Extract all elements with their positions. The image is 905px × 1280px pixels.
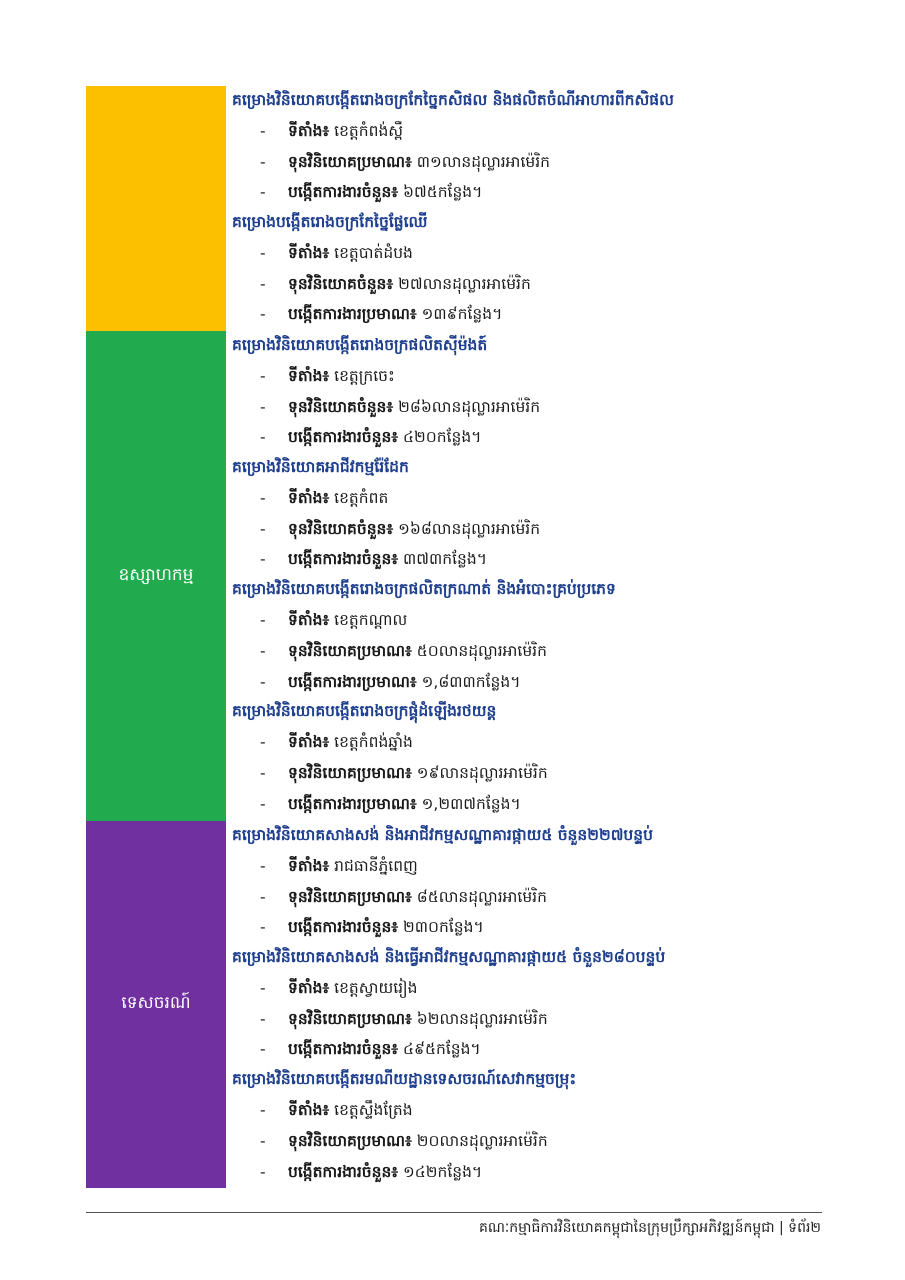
detail-investment: [232, 514, 812, 545]
detail-key: ទីតាំង៖: [288, 489, 330, 508]
detail-location: [232, 116, 812, 147]
detail-key: បង្កើតការងារចំនួន៖: [288, 183, 399, 202]
detail-value: ខេត្តកំពង់ឆ្នាំង: [329, 733, 413, 752]
detail-key: បង្កើតការងារចំនួន៖: [288, 550, 399, 569]
detail-key: ទីតាំង៖: [288, 857, 330, 875]
detail-location: [232, 361, 812, 392]
footer-divider: [86, 1212, 822, 1213]
bullet-dash: -: [260, 672, 266, 691]
detail-value: ខេត្តស្ទឹងត្រែង: [329, 1101, 413, 1120]
section-label-cell-tourism: [86, 821, 226, 1188]
project-title: គម្រោងវិនិយោគបង្កើតរោងចក្រកែច្នៃកសិផល និងផលិតចំណីអាហារពីកសិផល: [232, 91, 674, 109]
detail-value: ៣១លានដុល្លារអាម៉េរិក: [411, 152, 550, 171]
bullet-dash: -: [260, 489, 266, 508]
detail-key: ទីតាំង៖: [288, 733, 330, 752]
detail-value: ៤៩៥កន្លែង។: [398, 1040, 481, 1059]
detail-key: ទីតាំង៖: [288, 979, 330, 998]
bullet-dash: -: [260, 733, 266, 752]
detail-key: ទុនវិនិយោគចំនួន៖: [288, 519, 394, 538]
detail-key: បង្កើតការងារចំនួន៖: [288, 1040, 399, 1059]
project-title: គម្រោងវិនិយោគសាងសង់ និងធ្វើអាជីវកម្មសណ្ឋាគារផ្កាយ៥ ចំនួន២៨០បន្ទប់: [232, 948, 666, 967]
project-title: គម្រោងវិនិយោគបង្កើតរោងចក្រផលិតក្រណាត់ និងអំបោះគ្រប់ប្រភេទ: [232, 580, 616, 599]
bullet-dash: -: [260, 763, 266, 782]
detail-key: ទុនវិនិយោគចំនួន៖: [288, 397, 394, 416]
detail-key: ទីតាំង៖: [288, 611, 330, 630]
section-label-cell-industry: [86, 331, 226, 821]
detail-location: [232, 483, 812, 514]
detail-location: [232, 727, 812, 758]
detail-jobs: [232, 177, 812, 208]
detail-key: ទុនវិនិយោគប្រមាណ៖: [288, 1131, 412, 1150]
detail-value: ១៣៩កន្លែង។: [416, 305, 503, 324]
detail-value: ខេត្តកណ្ដាល: [329, 611, 408, 630]
detail-key: ទីតាំង៖: [288, 122, 330, 140]
bullet-dash: -: [260, 183, 266, 202]
project-list: [232, 821, 812, 1187]
detail-value: ខេត្តកំពង់ស្ពឺ: [329, 122, 404, 140]
detail-key: ទុនវិនិយោគប្រមាណ៖: [288, 641, 412, 660]
detail-location: [232, 851, 812, 882]
detail-value: ខេត្តបាត់ដំបង: [329, 244, 413, 263]
detail-key: បង្កើតការងារចំនួន៖: [288, 918, 399, 937]
section-label: ឧស្សាហកម្ម: [118, 564, 194, 585]
project-title: គម្រោងបង្កើតរោងចក្រកែច្នៃផ្លែឈើ: [232, 213, 428, 232]
detail-key: ទីតាំង៖: [288, 1101, 330, 1120]
section-industry: [86, 331, 806, 821]
bullet-dash: -: [260, 918, 266, 937]
detail-jobs: [232, 789, 812, 820]
bullet-dash: -: [260, 550, 266, 569]
detail-key: ទុនវិនិយោគចំនួន៖: [288, 274, 394, 293]
detail-value: ៨៥លានដុល្លារអាម៉េរិក: [411, 887, 547, 906]
detail-value: ៣៧៣កន្លែង។: [398, 550, 487, 569]
bullet-dash: -: [260, 979, 266, 998]
detail-value: ១៦៨លានដុល្លារអាម៉េរិក: [393, 519, 541, 538]
section-label: ទេសចរណ៍: [121, 993, 191, 1013]
detail-location: [232, 1095, 812, 1126]
detail-value: ២៧លានដុល្លារអាម៉េរិក: [393, 274, 531, 293]
bullet-dash: -: [260, 122, 266, 140]
detail-location: [232, 973, 812, 1004]
detail-investment: [232, 269, 812, 300]
project-list: [232, 331, 812, 819]
detail-key: ទុនវិនិយោគប្រមាណ៖: [288, 763, 412, 782]
detail-key: ទីតាំង៖: [288, 367, 330, 385]
section-agro: [86, 86, 806, 331]
detail-value: ៤២០កន្លែង។: [398, 428, 482, 447]
bullet-dash: -: [260, 611, 266, 630]
detail-jobs: [232, 912, 812, 943]
detail-key: បង្កើតការងារប្រមាណ៖: [288, 305, 417, 324]
bullet-dash: -: [260, 1101, 266, 1120]
detail-key: បង្កើតការងារចំនួន៖: [288, 428, 399, 447]
detail-value: ២៨៦លានដុល្លារអាម៉េរិក: [393, 397, 541, 416]
bullet-dash: -: [260, 1162, 266, 1181]
detail-investment: [232, 758, 812, 789]
bullet-dash: -: [260, 1009, 266, 1028]
detail-value: ១,២៣៧កន្លែង។: [416, 794, 521, 813]
detail-value: ៦២លានដុល្លារអាម៉េរិក: [411, 1009, 548, 1028]
detail-jobs: [232, 1157, 812, 1188]
detail-investment: [232, 1004, 812, 1035]
detail-value: ខេត្តក្រចេះ: [329, 367, 395, 385]
project-title: គម្រោងវិនិយោគអាជីវកម្មរ៉ែដែក: [232, 458, 409, 477]
detail-location: [232, 238, 812, 269]
detail-value: ១៤២កន្លែង។: [398, 1162, 483, 1181]
bullet-dash: -: [260, 857, 266, 875]
detail-investment: [232, 392, 812, 423]
detail-value: ១៩លានដុល្លារអាម៉េរិក: [411, 763, 548, 782]
bullet-dash: -: [260, 641, 266, 660]
bullet-dash: -: [260, 367, 266, 385]
bullet-dash: -: [260, 397, 266, 416]
detail-key: បង្កើតការងារប្រមាណ៖: [288, 794, 417, 813]
detail-value: ខេត្តស្វាយរៀង: [329, 979, 418, 998]
detail-investment: [232, 636, 812, 667]
detail-jobs: [232, 544, 812, 575]
detail-value: ៦៧៥កន្លែង។: [398, 183, 483, 202]
detail-value: ៥០លានដុល្លារអាម៉េរិក: [411, 641, 547, 660]
detail-investment: [232, 1126, 812, 1157]
detail-jobs: [232, 1034, 812, 1065]
detail-investment: [232, 147, 812, 178]
bullet-dash: -: [260, 305, 266, 324]
detail-value: ១,៨៣៣កន្លែង។: [416, 672, 521, 691]
bullet-dash: -: [260, 887, 266, 906]
project-title: គម្រោងវិនិយោគសាងសង់ និងអាជីវកម្មសណ្ឋាគារផ្កាយ៥ ចំនួន២២៧បន្ទប់: [232, 826, 653, 844]
project-list: [232, 86, 812, 330]
bullet-dash: -: [260, 1040, 266, 1059]
detail-jobs: [232, 667, 812, 698]
detail-key: បង្កើតការងារចំនួន៖: [288, 1162, 399, 1181]
detail-investment: [232, 882, 812, 913]
detail-location: [232, 605, 812, 636]
detail-jobs: [232, 422, 812, 453]
detail-jobs: [232, 299, 812, 330]
detail-value: ២០លានដុល្លារអាម៉េរិក: [411, 1131, 548, 1150]
section-tourism: [86, 821, 806, 1188]
bullet-dash: -: [260, 1131, 266, 1150]
detail-key: ទីតាំង៖: [288, 244, 330, 263]
bullet-dash: -: [260, 519, 266, 538]
detail-key: ទុនវិនិយោគប្រមាណ៖: [288, 887, 412, 906]
bullet-dash: -: [260, 794, 266, 813]
detail-key: ទុនវិនិយោគប្រមាណ៖: [288, 152, 412, 171]
project-title: គម្រោងវិនិយោគបង្កើតរមណីយដ្ឋានទេសចរណ៍សេវាកម្មចម្រុះ: [232, 1070, 577, 1089]
bullet-dash: -: [260, 244, 266, 263]
detail-value: ២៣០កន្លែង។: [398, 918, 484, 937]
project-title: គម្រោងវិនិយោគបង្កើតរោងចក្រផ្គុំដំឡើងរថយន្ត: [232, 702, 497, 721]
detail-value: ខេត្តកំពត: [329, 489, 389, 508]
project-title: គម្រោងវិនិយោគបង្កើតរោងចក្រផលិតស៊ីម៉ងត៍: [232, 336, 488, 354]
page-footer: គណៈកម្មាធិការវិនិយោគកម្ពុជានៃក្រុមប្រឹក្សាអភិវឌ្ឍន៍កម្ពុជា | ទំព័រ២: [479, 1220, 821, 1236]
detail-value: រាជធានីភ្នំពេញ: [329, 857, 418, 875]
detail-key: បង្កើតការងារប្រមាណ៖: [288, 672, 417, 691]
detail-key: ទុនវិនិយោគប្រមាណ៖: [288, 1009, 412, 1028]
bullet-dash: -: [260, 428, 266, 447]
bullet-dash: -: [260, 152, 266, 171]
section-label-cell-agro: [86, 86, 226, 331]
bullet-dash: -: [260, 274, 266, 293]
